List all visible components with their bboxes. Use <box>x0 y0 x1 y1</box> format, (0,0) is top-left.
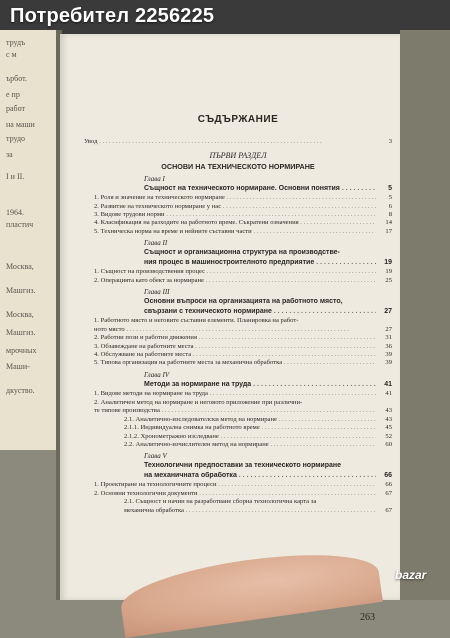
toc-entry <box>84 228 392 236</box>
left-page-fragment: ърбот. <box>6 74 27 83</box>
toc-entry-page: 41 <box>385 390 392 398</box>
chapter-title <box>144 462 392 471</box>
toc-entry-text: Увод . . . <box>84 138 376 146</box>
toc-entry <box>84 390 392 398</box>
chapter-label: Глава I <box>144 174 165 183</box>
toc-entry <box>84 203 392 211</box>
left-page-fragment: работ <box>6 104 26 113</box>
left-page-fragment: с м <box>6 50 17 59</box>
toc-entry-text: 1. Роля и значение на техническото нормиране . . . <box>94 194 376 202</box>
toc-entry-text: 1. Видове методи на нормиране на труда . . . <box>94 390 376 398</box>
part-title: ОСНОВИ НА ТЕХНИЧЕСКОТО НОРМИРАНЕ <box>161 162 315 172</box>
toc-entry-text: 2. Развитие на техническото нормиране у нас . . . <box>94 203 376 211</box>
chapter-title <box>144 249 392 258</box>
toc-entry-text: 2. Операцията като обект за нормиране . . . <box>94 277 376 285</box>
left-page-fragment: мрочных <box>6 346 37 355</box>
toc-entry-page: 39 <box>385 351 392 359</box>
toc-entry-text: 2. Работни пози и работни движения . . . <box>94 334 376 342</box>
chapter-label: Глава V <box>144 452 167 461</box>
toc-entry <box>84 498 392 506</box>
toc-entry-page: 60 <box>385 441 392 448</box>
toc-entry-page: 43 <box>385 407 392 415</box>
part-label: ПЪРВИ РАЗДЕЛ <box>209 151 267 161</box>
left-page-fragment: Машгиз. <box>6 328 36 337</box>
toc-entry-text: 2.1.2. Хронометражно изследване . . . <box>124 433 376 441</box>
toc-entry-text: 1. Същност на производствения процес . . . <box>94 268 376 276</box>
toc-entry-text: ното място . . . <box>94 326 376 334</box>
toc-entry <box>84 334 392 342</box>
toc-entry <box>84 490 392 498</box>
toc-entry <box>84 424 392 432</box>
toc-entry <box>84 441 392 449</box>
left-page-fragment: I и II. <box>6 172 25 181</box>
chapters-list <box>84 175 392 516</box>
toc-entry-page: 67 <box>385 506 392 514</box>
chapter-label: Глава II <box>144 239 168 248</box>
left-page-fragment: е пр <box>6 90 20 99</box>
toc-entry <box>84 359 392 367</box>
left-page-fragment: на маши <box>6 120 35 129</box>
chapter-title-page: 19 <box>384 258 392 266</box>
chapter-title-page: 41 <box>384 380 392 388</box>
toc-entry-page: 25 <box>385 276 392 284</box>
toc-page <box>60 34 400 623</box>
toc-entry-text: 2.1. Същност и начин на разработване сборна технологична карта за <box>124 498 317 506</box>
toc-entry <box>84 416 392 424</box>
toc-entry-text: 4. Класификация на разходите на работното време. Съкратени означения . . . <box>94 219 376 227</box>
toc-entry <box>84 399 392 407</box>
toc-entry-text: 2. Аналитичен метод на нормиране и неговото приложение при различни- <box>94 398 303 406</box>
left-page-fragment: дкуство. <box>6 386 35 395</box>
toc-entry-page: 6 <box>388 202 392 210</box>
toc-entry-page: 17 <box>385 227 392 235</box>
chapter-title-text: Основни въпроси на организацията на работното място, <box>144 298 343 306</box>
toc-entry <box>84 343 392 351</box>
toc-intro-row <box>84 138 392 146</box>
toc-entry <box>84 351 392 359</box>
toc-entry <box>84 407 392 415</box>
chapter-title <box>144 381 392 390</box>
chapter-title <box>144 298 392 307</box>
toc-entry <box>84 317 392 325</box>
toc-entry-text: 5. Типова организация на работните места за механична обработка . . . <box>94 359 376 367</box>
chapter-title-text: Технологични предпоставки за техническото нормиране <box>144 462 342 470</box>
toc-entry-page: 39 <box>385 359 392 367</box>
toc-entry-text: 1. Работното място и неговите съставни елементи. Планировка на работ- <box>94 317 299 325</box>
toc-entry-page: 14 <box>385 219 392 227</box>
left-page-fragment: Москва, <box>6 262 34 271</box>
left-page-fragment: за <box>6 150 13 159</box>
toc-entry-text: 1. Проектиране на технологичните процеси . . . <box>94 481 376 489</box>
toc-entry-page: 3 <box>388 137 392 145</box>
chapter-title-text: Същност и организационна структура на производстве- <box>144 249 340 257</box>
toc-entry-text: 2. Основни технологични документи . . . <box>94 490 376 498</box>
toc-entry-page: 19 <box>385 268 392 276</box>
chapter-title-page: 5 <box>388 184 392 192</box>
left-page-fragment: 1964. <box>6 208 24 217</box>
toc-entry-page: 67 <box>385 489 392 497</box>
toc-entry-text: 2.2. Аналитично-изчислителен метод на нормиране . . . <box>124 441 376 449</box>
toc-entry-page: 45 <box>385 424 392 432</box>
chapter-title-page: 27 <box>384 307 392 315</box>
toc-entry <box>84 211 392 219</box>
chapter-label: Глава IV <box>144 370 170 379</box>
toc-entry-page: 31 <box>385 334 392 342</box>
toc-entry-page: 66 <box>385 481 392 489</box>
left-page-fragment: Машгиз. <box>6 286 36 295</box>
toc-entry-page: 8 <box>388 211 392 219</box>
chapter-label: Глава III <box>144 288 170 297</box>
left-page-fragment: Маши- <box>6 362 30 371</box>
chapter-title-text: ния процес в машиностроителното предприятие . . . <box>144 259 376 268</box>
chapter-title <box>144 472 392 481</box>
left-page-fragment: пластич <box>6 220 34 229</box>
chapter-title-page: 66 <box>384 471 392 479</box>
toc-entry <box>84 507 392 515</box>
chapter-title-text: Методи за нормиране на труда . . . <box>144 381 376 390</box>
toc-entry-page: 52 <box>385 432 392 440</box>
toc-entry <box>84 433 392 441</box>
toc-entry <box>84 268 392 276</box>
book-cover-edge <box>400 30 450 600</box>
page-number: 263 <box>360 612 375 623</box>
toc-entry-page: 36 <box>385 342 392 350</box>
seller-title: Потребител 2256225 <box>10 5 215 27</box>
chapter-title <box>144 185 392 194</box>
left-page-fragment: трудо <box>6 134 26 143</box>
toc-entry <box>84 194 392 202</box>
previous-page <box>0 30 58 450</box>
chapter-title <box>144 308 392 317</box>
toc-entry-text: 4. Обслужване на работните места . . . <box>94 351 376 359</box>
chapter-title-text: на механичната обработка . . . <box>144 472 376 481</box>
toc-entry-page: 27 <box>385 325 392 333</box>
toc-entry-text: 2.1.1. Индивидуална снимка на работното време . . . <box>124 424 376 432</box>
chapter-title-text: свързани с техническото нормиране . . . <box>144 308 376 317</box>
left-page-fragment: Москва, <box>6 310 34 319</box>
chapter-title <box>144 259 392 268</box>
toc-entry-text: 3. Видове трудови норми . . . <box>94 211 376 219</box>
left-page-fragment: трудъ <box>6 38 26 47</box>
toc-heading: СЪДЪРЖАНИЕ <box>197 114 279 125</box>
toc-entry <box>84 326 392 334</box>
toc-entry <box>84 219 392 227</box>
toc-entry-text: 5. Техническа норма на време и нейните съставни части . . . <box>94 228 376 236</box>
site-logo: bazar <box>395 568 427 582</box>
toc-entry-text: 2.1. Аналитично-изследователски метод на нормиране . . . <box>124 416 376 424</box>
toc-entry <box>84 481 392 489</box>
toc-entry-text: 3. Обзавеждане на работните места . . . <box>94 343 376 351</box>
toc-entry-page: 43 <box>385 415 392 423</box>
toc-entry <box>84 277 392 285</box>
toc-entry-text: те типове производства . . . <box>94 407 376 415</box>
toc-entry-text: механична обработка . . . <box>124 507 376 515</box>
toc-entry-page: 5 <box>388 194 392 202</box>
toc-content <box>84 114 392 515</box>
chapter-title-text: Същност на техническото нормиране. Основни понятия . . . <box>144 185 376 194</box>
